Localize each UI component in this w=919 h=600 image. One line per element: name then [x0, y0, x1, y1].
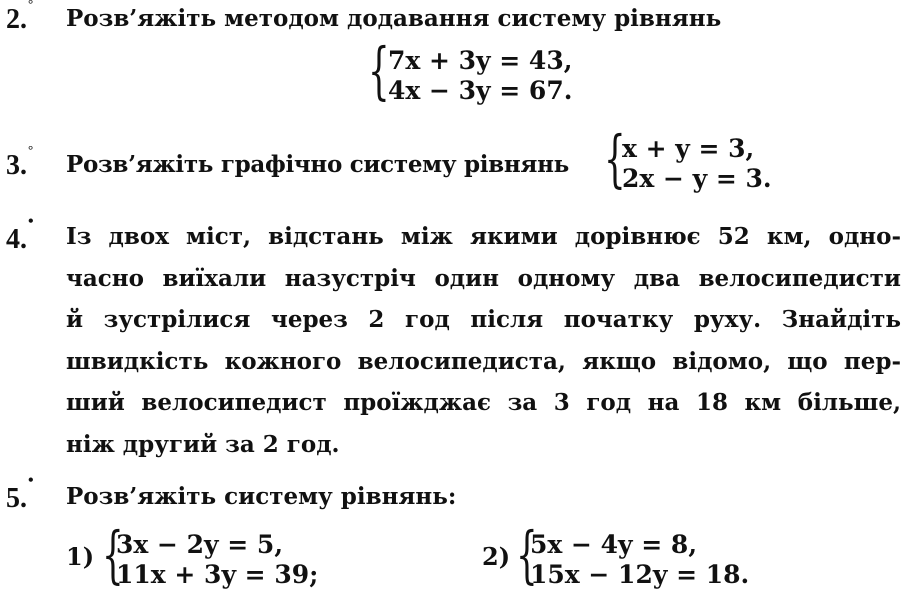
equation: x + y = 3,	[622, 134, 755, 163]
equation: 15x − 12y = 18.	[530, 560, 750, 589]
text-line: часно виїхали назустріч один одному два велосипедисти	[66, 264, 901, 292]
brace-icon: {	[604, 122, 626, 195]
equation: 11x + 3y = 39;	[116, 560, 319, 589]
circle-mark-icon: °	[28, 142, 34, 157]
problem-2-number: 2. °	[6, 6, 27, 34]
brace-icon: {	[102, 518, 124, 591]
text-line: Із двох міст, відстань між якими дорівнює 52 км, одно-	[66, 223, 901, 250]
equation: 7x + 3y = 43,	[388, 46, 573, 75]
text-line: й зустрілися через 2 год після початку руху. Знайдіть	[66, 306, 901, 333]
problem-5-text: Розв’яжіть систему рівнянь:	[66, 483, 457, 510]
problem-3-text: Розв’яжіть графічно систему рівнянь	[66, 151, 569, 178]
dot-mark-icon: •	[28, 472, 34, 489]
equation: 3x − 2y = 5,	[116, 530, 284, 559]
text-line: швидкість кожного велосипедиста, якщо відомо, що пер-	[66, 347, 901, 375]
text-line: ший велосипедист проїжджає за 3 год на 18 км більше,	[66, 389, 901, 416]
text-line: ніж другий за 2 год.	[66, 430, 340, 458]
brace-icon: {	[368, 34, 390, 107]
circle-mark-icon: °	[28, 0, 34, 11]
part-2-label: 2)	[482, 542, 511, 571]
problem-3-number: 3. °	[6, 142, 34, 181]
part-1-label: 1)	[66, 542, 95, 571]
equation: 2x − y = 3.	[622, 164, 772, 193]
problem-4-text	[66, 216, 901, 465]
equation: 4x − 3y = 67.	[388, 76, 573, 105]
problem-4-number: 4. •	[6, 213, 34, 255]
problem-2-text: Розв’яжіть методом додавання систему рівнянь	[66, 5, 722, 32]
problem-5-number: 5. •	[6, 472, 34, 514]
brace-icon: {	[516, 518, 538, 591]
equation: 5x − 4y = 8,	[530, 530, 698, 559]
dot-mark-icon: •	[28, 213, 34, 230]
